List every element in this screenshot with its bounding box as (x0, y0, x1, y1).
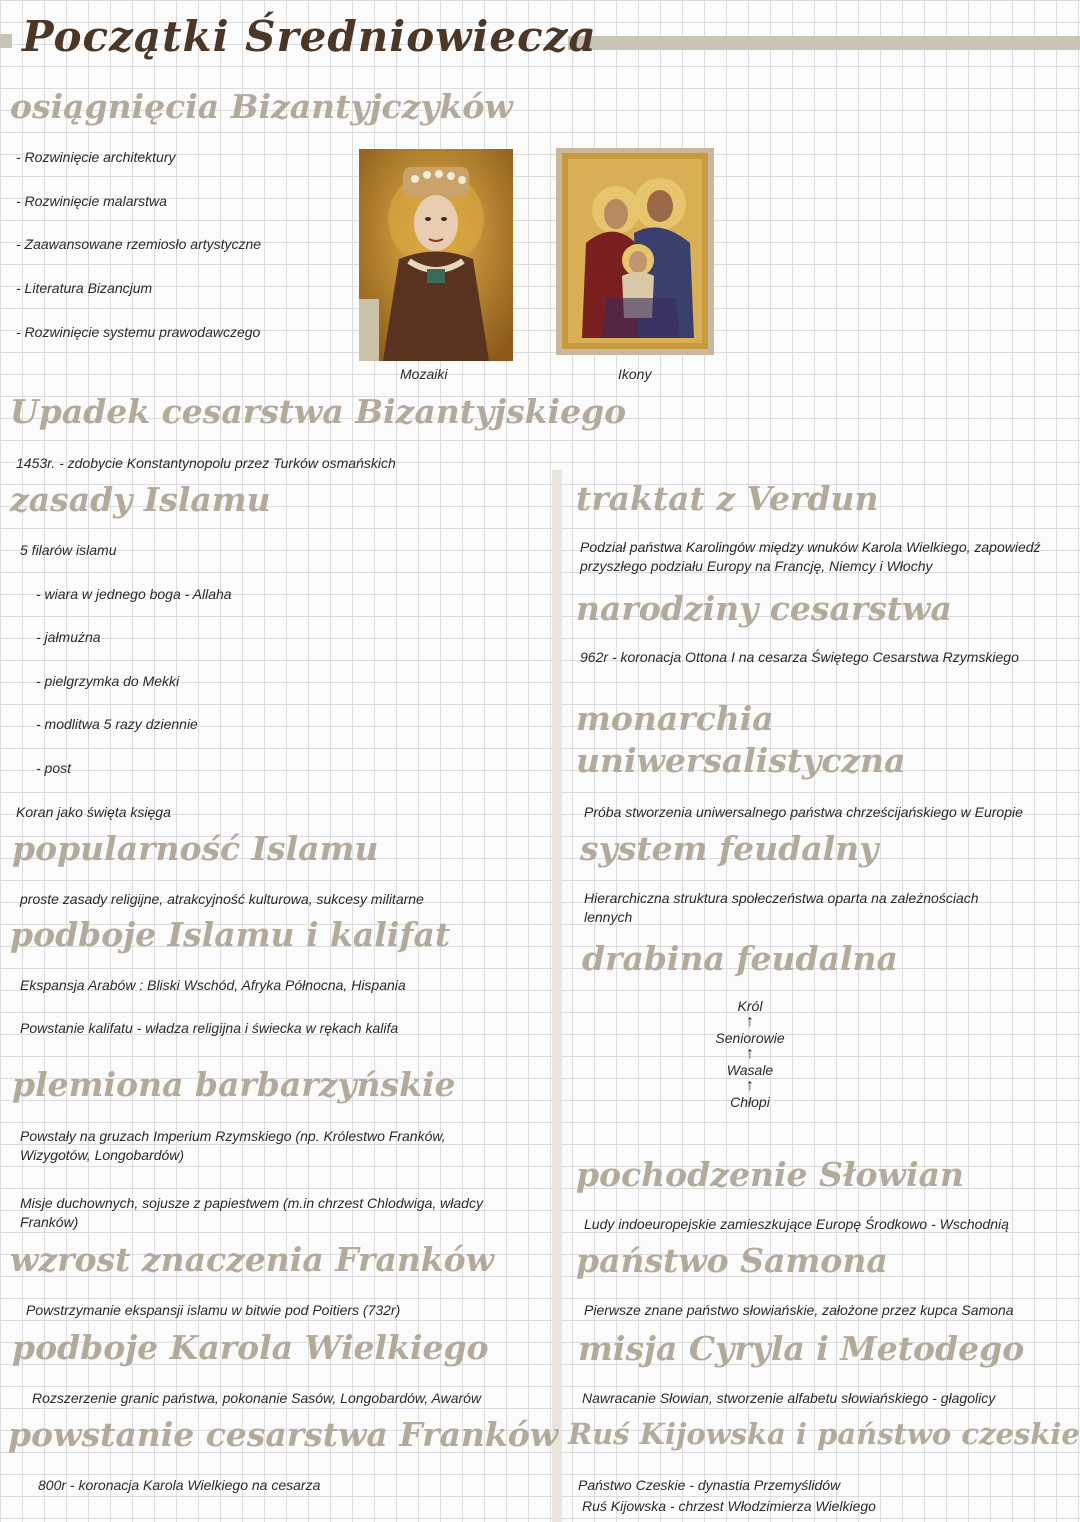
plemiona-text-2: Misje duchownych, sojusze z papiestwem (m.in chrzest Chlodwiga, władcy Franków) (20, 1195, 483, 1230)
heading-feudalny: system feudalny (580, 829, 879, 868)
bizancjum-item-5: - Rozwinięcie systemu prawodawczego (16, 324, 261, 340)
cesarstwo-frankow-text: 800r - koronacja Karola Wielkiego na cesarza (38, 1477, 321, 1493)
heading-popularnosc: popularność Islamu (12, 829, 379, 868)
ladder-arrow-icon: ↑ (746, 1077, 754, 1094)
heading-upadek: Upadek cesarstwa Bizantyjskiego (10, 392, 627, 431)
islam-item-2: - jałmużna (36, 629, 101, 645)
heading-karol: podboje Karola Wielkiego (12, 1328, 489, 1367)
heading-plemiona: plemiona barbarzyńskie (12, 1065, 456, 1104)
mosaic-image (359, 149, 513, 361)
feudal-ladder (690, 998, 810, 1110)
icon-image (556, 148, 714, 355)
monarchia-text: Próba stworzenia uniwersalnego państwa chrześcijańskiego w Europie (584, 804, 1023, 820)
islam-item-1: - wiara w jednego boga - Allaha (36, 586, 232, 602)
caption-icon: Ikony (618, 366, 652, 382)
podboje-text-1: Ekspansja Arabów : Bliski Wschód, Afryka Północna, Hispania (20, 977, 406, 993)
title-bar-left (0, 34, 12, 48)
islam-outro: Koran jako święta księga (16, 804, 171, 820)
heading-verdun: traktat z Verdun (576, 479, 879, 518)
bizancjum-item-2: - Rozwinięcie malarstwa (16, 193, 167, 209)
plemiona-text-1: Powstały na gruzach Imperium Rzymskiego (np. Królestwo Franków, Wizygotów, Longobardów) (20, 1128, 446, 1163)
page-title: Początki Średniowiecza (22, 12, 597, 61)
verdun-text: Podział państwa Karolingów między wnuków Karola Wielkiego, zapowiedź przyszłego podziału Europy na Francję, Niemcy i Włochy (580, 539, 1041, 574)
rus-text-1: Państwo Czeskie - dynastia Przemyślidów (578, 1477, 841, 1493)
heading-bizancjum: osiągnięcia Bizantyjczyków (10, 87, 513, 126)
ladder-level-wasale: Wasale (726, 1062, 774, 1078)
karol-text: Rozszerzenie granic państwa, pokonanie Sasów, Longobardów, Awarów (32, 1390, 482, 1406)
podboje-text-2: Powstanie kalifatu - władza religijna i świecka w rękach kalifa (20, 1020, 399, 1036)
heading-monarchia-1: monarchia (576, 699, 774, 738)
feudalny-text: Hierarchiczna struktura społeczeństwa oparta na zależnościach lennych (584, 890, 979, 925)
heading-narodziny: narodziny cesarstwa (576, 589, 952, 628)
upadek-text: 1453r. - zdobycie Konstantynopolu przez Turków osmańskich (16, 455, 396, 471)
ladder-arrow-icon: ↑ (746, 1045, 754, 1062)
bizancjum-item-4: - Literatura Bizancjum (16, 280, 153, 296)
heading-drabina: drabina feudalna (582, 939, 898, 978)
heading-islam: zasady Islamu (10, 480, 271, 519)
cyryl-text: Nawracanie Słowian, stworzenie alfabetu słowiańskiego - głagolicy (582, 1390, 996, 1406)
rus-text-2: Ruś Kijowska - chrzest Włodzimierza Wielkiego (582, 1498, 876, 1514)
wzrost-text: Powstrzymanie ekspansji islamu w bitwie pod Poitiers (732r) (26, 1302, 401, 1318)
title-bar-right (568, 36, 1080, 50)
heading-cyryl: misja Cyryla i Metodego (578, 1329, 1025, 1368)
heading-slowianie: pochodzenie Słowian (576, 1155, 964, 1194)
islam-item-4: - modlitwa 5 razy dziennie (36, 716, 198, 732)
islam-item-3: - pielgrzymka do Mekki (36, 673, 180, 689)
heading-wzrost: wzrost znaczenia Franków (10, 1240, 495, 1279)
heading-rus: Ruś Kijowska i państwo czeskie (568, 1417, 1080, 1451)
slowianie-text: Ludy indoeuropejskie zamieszkujące Europę Środkowo - Wschodnią (584, 1216, 1009, 1232)
caption-mosaic: Mozaiki (400, 366, 448, 382)
bizancjum-item-3: - Zaawansowane rzemiosło artystyczne (16, 236, 262, 252)
popularnosc-text: proste zasady religijne, atrakcyjność kulturowa, sukcesy militarne (20, 891, 424, 907)
heading-podboje-islamu: podboje Islamu i kalifat (10, 915, 451, 954)
ladder-level-chlopi: Chłopi (730, 1094, 770, 1110)
islam-item-5: - post (36, 760, 72, 776)
heading-cesarstwo-frankow: powstanie cesarstwa Franków (8, 1415, 559, 1454)
bizancjum-item-1: - Rozwinięcie architektury (16, 149, 176, 165)
islam-intro: 5 filarów islamu (20, 542, 117, 558)
narodziny-text: 962r - koronacja Ottona I na cesarza Świętego Cesarstwa Rzymskiego (580, 649, 1019, 665)
samon-text: Pierwsze znane państwo słowiańskie, założone przez kupca Samona (584, 1302, 1014, 1318)
heading-monarchia-2: uniwersalistyczna (576, 741, 906, 780)
column-divider (552, 470, 562, 1522)
ladder-level-krol: Król (737, 998, 763, 1014)
ladder-level-seniorowie: Seniorowie (715, 1030, 785, 1046)
heading-samon: państwo Samona (576, 1241, 888, 1280)
ladder-arrow-icon: ↑ (746, 1013, 754, 1030)
